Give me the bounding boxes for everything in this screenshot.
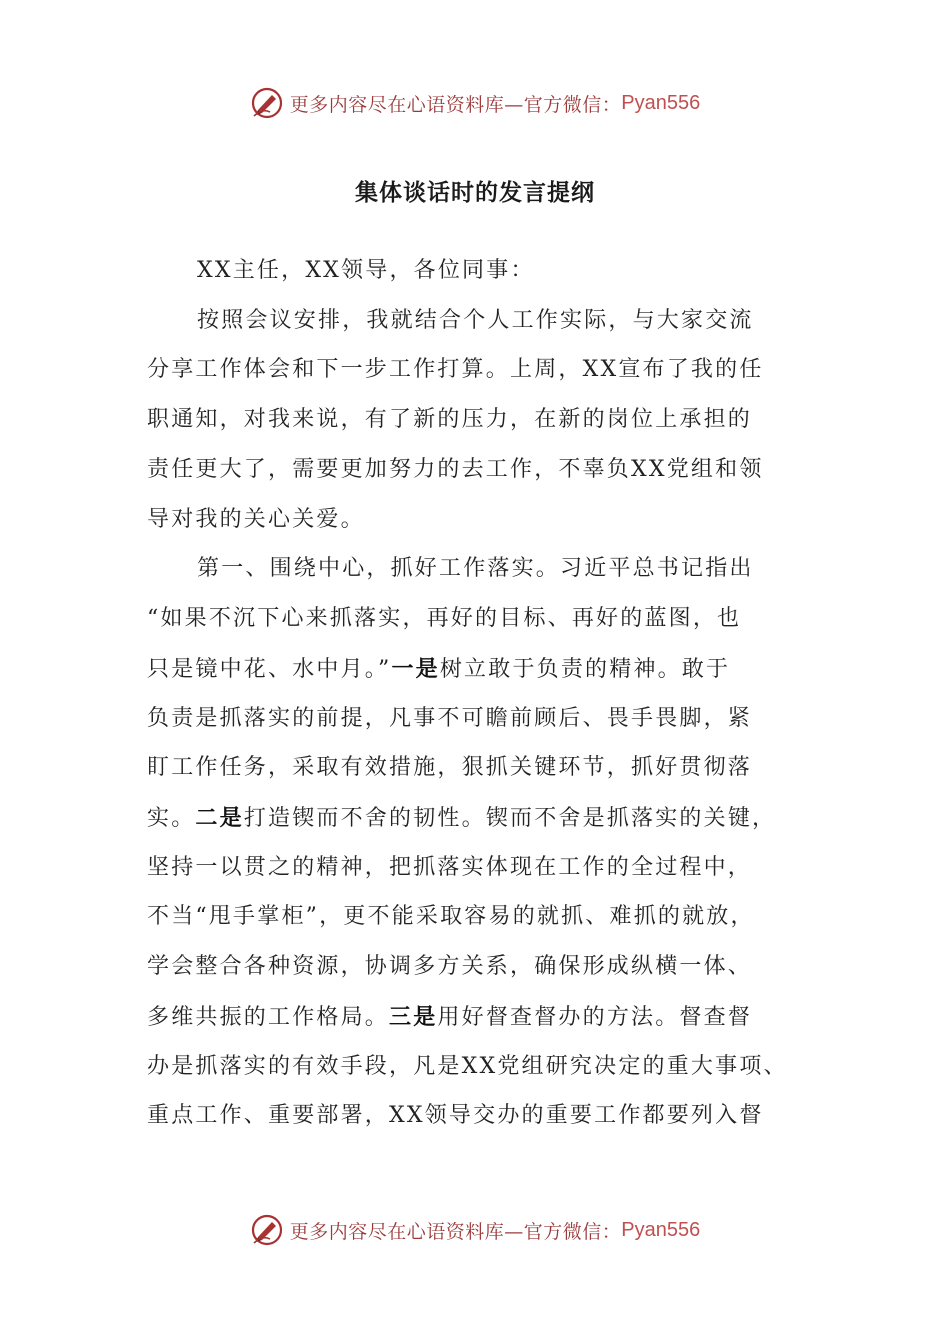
banner-text: 更多内容尽在心语资料库—官方微信： <box>289 93 622 116</box>
wechat-handle: Pyan556 <box>621 91 701 114</box>
point-label-three: 三是 <box>389 1004 438 1030</box>
body-line: 只是镜中花、水中月。”一是树立敢于负责的精神。敢于 <box>147 656 731 682</box>
body-line: 职通知，对我来说，有了新的压力，在新的岗位上承担的 <box>147 407 753 432</box>
body-line: 导对我的关心关爱。 <box>147 507 365 532</box>
body-line: 坚持一以贯之的精神，把抓落实体现在工作的全过程中， <box>147 855 753 880</box>
body-line: 按照会议安排，我就结合个人工作实际，与大家交流 <box>197 308 754 333</box>
body-line: 多维共振的工作格局。三是用好督查督办的方法。督查督 <box>147 1004 753 1030</box>
wechat-handle: Pyan556 <box>621 1218 701 1241</box>
body-line: 责任更大了，需要更加努力的去工作，不辜负XX党组和领 <box>147 457 764 482</box>
pen-logo-icon <box>250 1213 284 1247</box>
body-line: 不当“甩手掌柜”，更不能采取容易的就抓、难抓的就放， <box>147 904 755 929</box>
body-line: 办是抓落实的有效手段，凡是XX党组研究决定的重大事项、 <box>147 1054 788 1079</box>
pen-logo-icon <box>250 86 284 120</box>
header-banner <box>0 83 950 123</box>
body-line: 实。二是打造锲而不舍的韧性。锲而不舍是抓落实的关键， <box>147 805 777 831</box>
body-line: 分享工作体会和下一步工作打算。上周，XX宣布了我的任 <box>147 357 764 382</box>
document-title: 集体谈话时的发言提纲 <box>355 179 595 206</box>
body-line: XX主任，XX领导，各位同事： <box>197 258 535 283</box>
point-label-one: 一是 <box>391 656 440 682</box>
banner-text: 更多内容尽在心语资料库—官方微信： <box>289 1220 622 1243</box>
body-line: “如果不沉下心来抓落实，再好的目标、再好的蓝图，也 <box>147 606 742 631</box>
point-label-two: 二是 <box>195 805 244 831</box>
body-line: 盯工作任务，采取有效措施，狠抓关键环节，抓好贯彻落 <box>147 755 753 780</box>
body-line: 学会整合各种资源，协调多方关系，确保形成纵横一体、 <box>147 954 753 979</box>
body-line: 负责是抓落实的前提，凡事不可瞻前顾后、畏手畏脚，紧 <box>147 706 753 731</box>
body-line: 第一、围绕中心，抓好工作落实。习近平总书记指出 <box>197 556 754 581</box>
footer-banner <box>0 1210 950 1250</box>
body-line: 重点工作、重要部署，XX领导交办的重要工作都要列入督 <box>147 1103 764 1128</box>
